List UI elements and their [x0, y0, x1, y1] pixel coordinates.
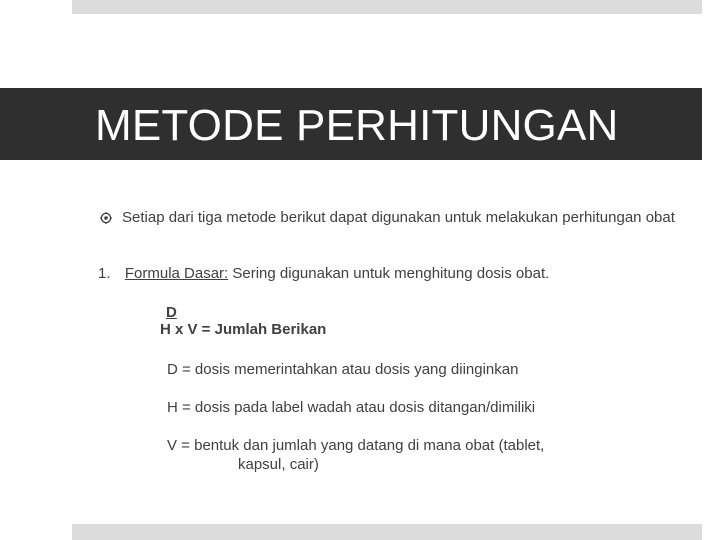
slide-title: METODE PERHITUNGAN — [95, 101, 619, 150]
bottom-decorative-strip — [72, 524, 702, 540]
item-number: 1. — [98, 265, 111, 282]
numbered-item-1 — [98, 264, 549, 283]
gear-bullet-icon — [100, 212, 112, 224]
definition-d: D = dosis memerintahkan atau dosis yang diinginkan — [167, 361, 519, 378]
definition-v-line1: V = bentuk dan jumlah yang datang di mana obat (tablet, — [167, 437, 545, 454]
formula-denominator: H x V = Jumlah Berikan — [160, 321, 327, 338]
formula-numerator: D — [166, 304, 177, 321]
definition-h: H = dosis pada label wadah atau dosis ditangan/dimiliki — [167, 399, 536, 416]
item-text: Sering digunakan untuk menghitung dosis obat. — [228, 265, 550, 282]
item-label: Formula Dasar: — [124, 265, 229, 282]
definition-v-line2: kapsul, cair) — [238, 456, 319, 473]
top-decorative-strip — [72, 0, 702, 14]
intro-bullet-text: Setiap dari tiga metode berikut dapat digunakan untuk melakukan perhitungan obat — [122, 209, 675, 226]
